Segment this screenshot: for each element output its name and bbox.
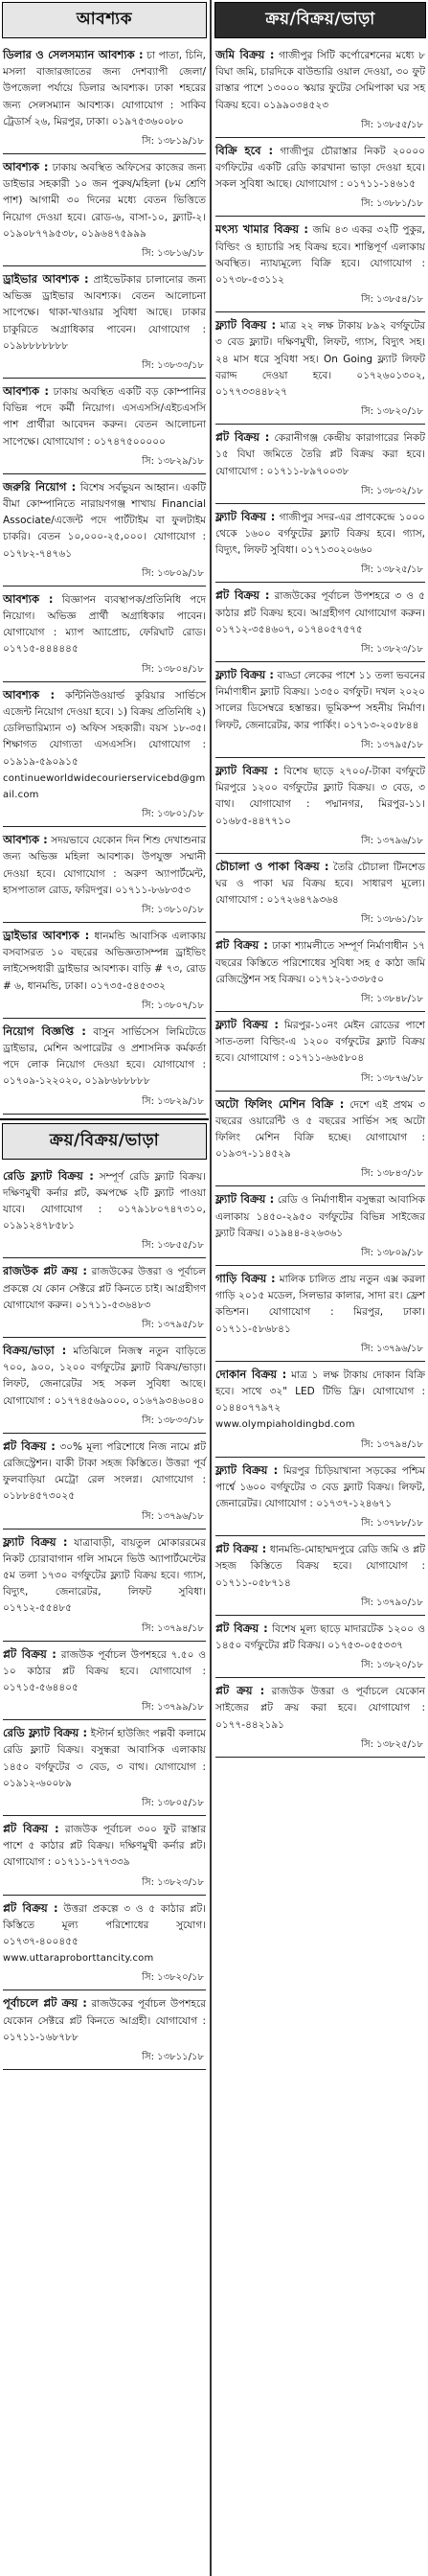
ad-reference-code: সি: ১৩৮৩২/১৮ [215, 482, 425, 504]
ad-reference-code: সি: ১৩৮২৫/১৮ [215, 1736, 425, 1758]
classified-ad [3, 1436, 206, 1507]
property-ads-section [213, 44, 428, 1758]
ad-heading: প্লট বিক্রয় : [3, 1822, 59, 1836]
ad-reference-code: সি: ১৩৭৯৬/১৮ [215, 1340, 425, 1362]
ad-body: সদয়ভাবে যেকোন দিন শিশু দেখাশুনার জন্য অভিজ্ঞ মহিলা আবশ্যক। উপযুক্ত সম্মানী দেওয়া হবে। যোগাযোগ : অরুণ অ্যাপার্টমেন্ট, হাসপাতাল রোড, ফরিদপুর। ০১৭১১-৮৬৮৩৫৩ [3, 835, 206, 896]
ad-heading: প্লট বিক্রয় : [215, 1621, 268, 1635]
ad-body: ইস্টার্ন হাউজিং পল্লবী কলামে রেডি ফ্ল্যাট বিক্রয়। বসুন্ধরা আবাসিক এলাকায় ১৪৫০ বর্গফুটের ৩ বেড, ৩ বাথ। যোগাযোগ : ০১৯১২-৬০০৮৯ [3, 1728, 207, 1789]
classified-ad [215, 856, 425, 911]
ad-heading: আবশ্যক : [3, 384, 49, 399]
ad-heading: ফ্ল্যাট বিক্রয় : [3, 1534, 68, 1549]
ad-body: রাজউকের উত্তরা ও পূর্বাচল প্রকল্পে যে কোন সেক্টরে প্লট কিনতে চাই। আগ্রহীগণ যোগাযোগ করুন। ০১৭১১-৫৩৬৪৮৩ [3, 1266, 206, 1311]
ad-reference-code: সি: ১৩৮৫৫/১৮ [3, 1236, 206, 1258]
ad-reference-code: সি: ১৩৭৯৬/১৮ [3, 1507, 206, 1530]
ad-body: তৈরি চৌচালা টিনশেড ঘর ও পাকা ঘর বিক্রয় হবে। সাধারণ মূল্যে। যোগাযোগ : ০১৭২৬৪৭৯৩৬৪ [215, 861, 425, 907]
classified-ad [215, 664, 425, 736]
ad-heading: নিয়োগ বিজ্ঞপ্তি : [3, 1024, 86, 1038]
ad-reference-code: সি: ১৩৮২০/১৮ [3, 1968, 206, 1990]
ad-reference-code: সি: ১৩৭৮৮/১৮ [215, 1514, 425, 1536]
ad-reference-code: সি: ১৩৮৬১/১৮ [215, 910, 425, 932]
ad-heading: আবশ্যক : [3, 833, 48, 847]
ad-heading: প্লট বিক্রয় : [215, 430, 270, 445]
classified-ad [215, 1538, 425, 1594]
classified-ad [3, 476, 206, 564]
ad-reference-code: সি: ১৩৮৫৫/১৮ [215, 116, 425, 138]
ad-heading: দোকান বিক্রয় : [215, 1367, 287, 1381]
ad-heading: প্লট বিক্রয় : [215, 588, 270, 603]
classified-ad [215, 44, 425, 116]
ad-body: বাড্ডা লেকের পাশে ১১ তলা ভবনের নির্মাণাধীন ফ্ল্যাট বিক্রয়। ১৩৫০ বর্গফুট। দখল ২০২০ সালের ডিসেম্বরে হস্তান্তর। ভূমিকম্প সহনীয় নির্মাণ। লিফট, জেনারেটর, কার পার্কিং। ০১৭১৩-২০৫৮৪৪ [215, 670, 425, 731]
classified-ad [215, 1618, 425, 1656]
ad-body: কন্টিনিউওয়ার্ল্ড কুরিয়ার সার্ভিসে এজেন্ট নিয়োগ দেওয়া হবে। ১) বিক্রয় প্রতিনিধি ২) ডেলিভারিম্যান ৩) অফিস সহকারী। বয়স ১৮-৩৫। শিক্ষাগত যোগ্যতা এসএসসি। যোগাযোগ : ০১৯১৯-৫৯০৯১৫ [3, 689, 207, 768]
ad-body: রাজউকের পূর্বাচল উপশহরে ৩ ও ৫ কাঠার প্লট বিক্রয় হবে। আগ্রহীগণ যোগাযোগ করুন। ০১৭১২-৩৫৪৬০৭, ০১৭৪০৫৭৫৭৫ [215, 590, 425, 635]
ad-body: রেডি ও নির্মাণাধীন বসুন্ধরা আবাসিক এলাকায় ১৪৫০-২৯৫০ বর্গফুটের বিভিন্ন সাইজের ফ্ল্যাট বিক্রয়। ০১৯৪৪-৪২৬৩৬১ [215, 1194, 425, 1239]
ad-body: মিরপুর-১০নং মেইন রোডের পাশে সাত-তলা বিল্ডিং-এ ১২০০ বর্গফুটের ফ্ল্যাট বিক্রয় হবে। যোগাযোগ : ০১৭১১-৬৬৫৮০৪ [215, 1019, 426, 1065]
ad-body: বিশেষ ছাড়ে ২৭০০/-টাকা বর্গফুটে মিরপুরে ১২০০ বর্গফুটের ফ্ল্যাট বিক্রয়। ৩ বেড, ৩ বাথ। যোগাযোগ : পদ্মানগর, মিরপুর-১১। ০১৬৮৫-৪৪৭৭১০ [215, 765, 425, 827]
classified-ad [215, 314, 425, 402]
ad-heading: ফ্ল্যাট বিক্রয় : [215, 509, 276, 523]
ad-body: দেশে এই প্রথম ৩ বছরের ওয়ারেন্টি ও ৫ বছরের সার্ভিস সহ অটো ফিলিং মেশিন বিক্রি হচ্ছে। যোগাযোগ : ০১৯৩৭-১১৪৫২৯ [215, 1098, 425, 1161]
classified-ad [215, 585, 425, 640]
classified-ad [215, 1364, 425, 1436]
ad-heading: গাড়ি বিক্রয় : [215, 1271, 276, 1285]
category-header-buy-sell-rent-right: ক্রয়/বিক্রয়/ভাড়া [214, 2, 426, 38]
classified-ad [215, 1268, 425, 1340]
ad-body: ৩০% মূল্য পরিশোধে নিজ নামে প্লট রেজিস্ট্রেশন। বাকী টাকা সহজ কিস্তিতে। উত্তরা পূর্ব ফুলবাড়িয়া মেট্রো রেল সংলগ্ন। যোগাযোগ : ০১৮৮৪৫৭৩০২৫ [3, 1440, 206, 1503]
section-divider [0, 1118, 209, 1120]
ad-heading: জমি বিক্রয় : [215, 48, 275, 61]
category-header-wanted: আবশ্যক [2, 2, 207, 38]
ad-heading: ড্রাইভার আবশ্যক : [3, 928, 90, 942]
classified-ad [3, 1021, 206, 1092]
ad-body: যাত্রাবাড়ী, বায়তুল মোকাররমের নিকট চোরাবাগান গলি সামনে ভিউ অ্যাপার্টমেন্টের ৫ম তলা ১৭৩০ বর্গফুটের ফ্ল্যাট বিক্রয় হবে। গ্যাস, বিদ্যুৎ, জেনারেটর, লিফট সুবিধা। ০১৭১২-৫৫৪৮৫ [3, 1536, 207, 1615]
ad-heading: ফ্ল্যাট বিক্রয় : [215, 1192, 275, 1207]
classified-ad [215, 760, 425, 832]
right-column [213, 0, 428, 2576]
ad-reference-code: সি: ১৩৮২০/১৮ [215, 402, 425, 425]
ad-heading: ফ্ল্যাট বিক্রয় : [215, 668, 275, 682]
ad-body: ঢাকায় অবস্থিত একটি বড় কোম্পানির বিভিন্ন পদে কর্মী নিয়োগ। এসএসসি/এইচএসসি পাশ প্রার্থীরা আবেদন করুন। বেতন আলোচনা সাপেক্ষে। যোগাযোগ : ০১৭৪৭৫০০০০০ [3, 386, 206, 448]
ad-body: চা পাতা, চিনি, মসলা বাজারজাতের জন্য দেশব্যাপী জেলা/উপজেলা পর্যায়ে ডিলার আবশ্যক। ঢাকা শহরের জন্য সেলসম্যান আবশ্যক। যোগাযোগ : সাকিব ট্রেডার্স ২৬, মিরপুর, ঢাকা। ০১৯৭৫৩৬০০৮০ [3, 50, 206, 127]
ad-body: মালিক চালিত প্রায় নতুন এক্স করলা গাড়ি ২০১৫ মডেল, সিলভার কালার, সাদা রং। ফ্রেশ কন্ডিশন। যোগাযোগ : মিরপুর, ঢাকা। ০১৭১১-৫৮৬৮৪১ [215, 1273, 426, 1335]
ad-reference-code: সি: ১৩৮২৯/১৮ [3, 452, 206, 474]
ad-heading: আবশ্যক : [3, 687, 56, 702]
ad-reference-code: সি: ১৩৮৭৬/১৮ [215, 1070, 425, 1092]
ad-url-link[interactable]: www.olympiaholdingbd.com [215, 1419, 355, 1431]
ad-heading: ড্রাইভার আবশ্যক : [3, 272, 89, 287]
ad-reference-code: সি: ১৩৮২৯/১৮ [3, 1092, 206, 1115]
ad-heading: রেডি ফ্ল্যাট বিক্রয় : [3, 1168, 94, 1183]
ad-reference-code: সি: ১৩৭৯৫/১৮ [215, 736, 425, 758]
buy-sell-ads-section [0, 1165, 209, 2071]
classified-ad [3, 1992, 206, 2048]
ad-reference-code: সি: ১৩৮০৪/১৮ [3, 660, 206, 682]
ad-heading: বিক্রি হবে : [215, 143, 274, 157]
ad-heading: রেডি ফ্ল্যাট বিক্রয় : [3, 1726, 88, 1740]
ad-heading: প্লট বিক্রয় : [3, 1438, 56, 1453]
ad-reference-code: সি: ১৩৮০৯/১৮ [215, 1244, 425, 1266]
ad-body: ধানমন্ডি-মোহাম্মদপুরে রেডি জমি ও প্লট সহজ কিস্তিতে বিক্রয় হবে। যোগাযোগ : ০১৭১১-০৫৮৭১৪ [215, 1544, 425, 1589]
ad-reference-code: সি: ১৩৭৯০/১৮ [215, 1594, 425, 1616]
ad-body: কেরানীগঞ্জ কেন্দ্রীয় কারাগারের নিকট ১৫ বিঘা জমিতে তৈরি প্লট বিক্রয় করা হবে। যোগাযোগ : ০১৭১১-৮৯৭০০৩৮ [215, 432, 425, 477]
ad-heading: ফ্ল্যাট বিক্রয় : [215, 1017, 280, 1031]
classified-ad [3, 44, 206, 132]
ad-reference-code: সি: ১৩৭৯৯/১৮ [3, 1698, 206, 1720]
ad-body: বিজ্ঞাপন ব্যবস্থাপক/প্রতিনিধি পদে নিয়োগ। অভিজ্ঞ প্রার্থী অগ্রাধিকার পাবেন। যোগাযোগ : ম্যাপ অ্যাপ্রোচ, ফেরিঘাট রোড। ০১৭১৫-৪৪৪৪৪৫ [3, 593, 206, 656]
classified-ad [3, 684, 206, 805]
classified-ad [215, 506, 425, 562]
classified-ad [3, 925, 206, 997]
ad-url-link[interactable]: continueworldwidecourierservicebd@gmail.com [3, 772, 206, 800]
classified-ad [215, 1460, 425, 1515]
ad-body: জমি ৪৩ একর ৩২টি পুকুর, বিল্ডিং ও হ্যাচারি সহ বিক্রয় হবে। শান্তিপূর্ণ এলাকায় অবস্থিত। ন্যায্যমূল্যে বিক্রি হবে। যোগাযোগ : ০১৭৩৮-৫৩১১২ [215, 224, 425, 287]
ad-reference-code: সি: ১৩৭৯৬/১৮ [215, 832, 425, 854]
classified-ad [3, 156, 206, 244]
classified-ad [215, 1093, 425, 1165]
ad-reference-code: সি: ১৩৮৪৮/১৮ [215, 990, 425, 1012]
ad-body: বাসুন সার্ভিসেস লিমিটেডে ড্রাইভার, মেশিন অপারেটর ও প্রশাসনিক কর্মকর্তা পদে লোক নিয়োগ দেওয়া হবে। যোগাযোগ : ০১৭০৯-১২২০২০, ০১৯৮৬৮৮৮৮৮ [3, 1025, 207, 1088]
ad-heading: জরুরি নিয়োগ : [3, 479, 77, 494]
ad-body: ঢাকায় অবস্থিত অফিসের কাজের জন্য ডাইভার সহকারী ১০ জন পুরুষ/মহিলা (৮ম শ্রেণি পাশ) আগামী ৩০ দিনের মধ্যে বেতন ভিত্তিতে নিয়োগ দেওয়া হবে। রোড-৬, বাসা-১০, ফ্ল্যাট-২। ০১৯০৮৭৭৯৫৩৮, ০১৯৬৪৭৫৯৯৯ [3, 162, 206, 240]
ad-reference-code: সি: ১৩৮৫৪/১৮ [215, 290, 425, 312]
ad-heading: প্লট বিক্রয় : [3, 1646, 56, 1661]
ad-reference-code: সি: ১৩৮০১/১৮ [3, 805, 206, 827]
ad-heading: প্লট বিক্রয় : [215, 1542, 267, 1556]
ad-reference-code: সি: ১৩৮০৯/১৮ [3, 564, 206, 586]
classified-ad [215, 426, 425, 482]
classified-ad [3, 1818, 206, 1874]
ad-reference-code: সি: ১৩৭৯৪/১৮ [215, 1436, 425, 1458]
ad-reference-code: সি: ১৩৮৮১/১৮ [215, 195, 425, 217]
ad-heading: আবশ্যক : [3, 591, 54, 606]
ad-heading: মৎস্য খামার বিক্রয় : [215, 222, 308, 237]
ad-body: রাজউকের পূর্বাচল উপশহরে যেকোন সেক্টরে প্লট কিনতে আগ্রহী। যোগাযোগ : ০১৭১১-১৬৮৭৮৮ [3, 1998, 207, 2043]
ad-body: মাত্র ২২ লক্ষ টাকায় ৮৯২ বর্গফুটের ৩ বেড ফ্ল্যাট। দক্ষিণমুখী, লিফট, গ্যাস, বিদ্যুৎ সহ। ২৪ মাস ধরে সুবিধা সহ। On Going ফ্ল্যাট লিফট বরাদ্দ দেওয়া হবে। ০১৭২৬০১৩০২, ০১৭৭৩৩৪৪৮২৭ [215, 320, 425, 399]
ad-heading: ফ্ল্যাট বিক্রয় : [215, 763, 279, 777]
ad-body: রাজউক উত্তরা ও পূর্বাচলে যেকোন সাইজের প্লট ক্রয় করা হবে। যোগাযোগ : ০১৭৭-৪৪২১৯১ [215, 1686, 425, 1731]
ad-heading: প্লট ক্রয় : [215, 1684, 265, 1698]
ad-body: বিশেষ মূল্য ছাড়ে মাদারটেক ১২০০ ও ১৪৫০ বর্গফুটের প্লট বিক্রয়। ০১৭৫৩-০৫৫৩৩৭ [215, 1622, 425, 1651]
classified-ad [215, 1188, 425, 1244]
ad-reference-code: সি: ১৩৮০৭/১৮ [3, 997, 206, 1019]
ad-reference-code: সি: ১৩৮১১/১৮ [3, 2048, 206, 2070]
ad-body: রাজউক পূর্বাচল উপশহরে ৭.৫০ ও ১০ কাঠার প্লট বিক্রয় হবে। যোগাযোগ : ০১৭১৫-৫৬৪৪০৫ [3, 1648, 206, 1694]
classified-ad [215, 1014, 425, 1070]
ad-heading: চৌচালা ও পাকা বিক্রয় : [215, 859, 329, 873]
ad-reference-code: সি: ১৩৮২৩/১৮ [3, 1874, 206, 1896]
classified-ad [3, 268, 206, 356]
ad-heading: অটো ফিলিং মেশিন বিক্রি : [215, 1096, 345, 1111]
ad-body: ঢাকা শ্যামলীতে সম্পূর্ণ নির্মাণাধীন ১৭ বছরের কিস্তিতে পরিশোধের সুবিধা সহ ৫ কাঠা জমি রেজিস্ট্রেশন সহ বিক্রয়। ০১৭১২-১৩৩৮৫০ [215, 940, 426, 985]
classified-ad [3, 1531, 206, 1620]
ad-reference-code: সি: ১৩৮০৫/১৮ [3, 1794, 206, 1816]
ad-reference-code: সি: ১৩৮১৬/১৮ [3, 244, 206, 266]
classified-ad [215, 140, 425, 196]
classified-ad [3, 1165, 206, 1237]
ad-reference-code: সি: ১৩৮২৩/১৮ [215, 640, 425, 662]
ad-heading: প্লট বিক্রয় : [215, 938, 268, 953]
ad-heading: ফ্ল্যাট বিক্রয় : [215, 1462, 279, 1477]
classified-ad [3, 829, 206, 901]
left-column [0, 0, 209, 2576]
ad-reference-code: সি: ১৩৭৯৫/১৮ [3, 1316, 206, 1338]
ad-heading: রাজউক প্লট ক্রয় : [3, 1264, 87, 1278]
classified-ad [3, 1260, 206, 1316]
classified-ad [215, 934, 425, 990]
ad-reference-code: সি: ১৩৮৩৩/১৮ [3, 356, 206, 379]
ad-reference-code: সি: ১৩৭৯৪/১৮ [3, 1620, 206, 1642]
classified-ad [215, 1680, 425, 1736]
ad-body: গাজীপুর সদর-এর প্রাণকেন্দ্রে ১০০০ থেকে ১৬০০ বর্গফুটের ফ্ল্যাট বিক্রয় হবে। গ্যাস, বিদ্যুৎ, লিফট সুবিধা। ০১৭১৩০২০৬৬০ [215, 511, 425, 557]
classified-ad [3, 588, 206, 660]
ad-reference-code: সি: ১৩৮৩৩/১৮ [3, 1412, 206, 1434]
classified-ad [3, 1644, 206, 1699]
ad-body: রাজউক পূর্বাচল ৩০০ ফুট রাস্তার পাশে ৫ কাঠার প্লট বিক্রয়। দক্ষিণমুখী কর্নার প্লট। যোগাযোগ : ০১৭১১-১৭৭৩৩৯ [3, 1824, 207, 1869]
ad-body: বিশেষ সর্বভুয়ন আহ্বান। একটি বীমা কোম্পানিতে নারায়ণগঞ্জ শাখায় Financial Associate/এজেন্ট পদে পার্টটাইম বা ফুলটাইম চাকরি। বেতন ১০,০০০-২৫,০০০। যোগাযোগ : ০১৭৮২-৭৪৭৬১ [3, 481, 206, 560]
ad-heading: বিক্রয়/ভাড়া : [3, 1343, 67, 1357]
category-header-buy-sell-rent: ক্রয়/বিক্রয়/ভাড়া [2, 1123, 207, 1160]
ad-reference-code: সি: ১৩৮২৫/১৮ [215, 561, 425, 583]
classified-ad [3, 1340, 206, 1412]
ad-body: ধানমন্ডি আবাসিক এলাকায় বসবাসরত ১০ বছরের অভিজ্ঞতাসম্পন্ন ড্রাইভিং লাইসেন্সধারী ড্রাইভার আবশ্যক। বাড়ি # ৭৩, রোড # ৬, ধানমন্ডি, ঢাকা। ০১৭৩৫-৫৪৫৩৩২ [3, 930, 206, 992]
ad-heading: ফ্ল্যাট বিক্রয় : [215, 318, 277, 333]
ad-url-link[interactable]: www.uttaraproborttancity.com [3, 1953, 154, 1965]
ad-body: মতিঝিলে নিজস্ব নতুন বাড়িতে ৭০০, ৯০০, ১২০০ বর্গফুটের ফ্ল্যাট বিক্রয়/ভাড়া। লিফট, জেনারেটর সহ সকল সুবিধা আছে। যোগাযোগ : ০১৭৭৪৫৬৯০০০, ০১৬৭৯৩৪৬০৪০ [3, 1345, 206, 1407]
classified-ad [3, 380, 206, 452]
ad-reference-code: সি: ১৩৮৪৩/১৮ [215, 1164, 425, 1186]
ad-body: গাজীপুর সিটি কর্পোরেশনের মধ্যে ৮ বিঘা জমি, চারদিকে বাউন্ডারি ওয়াল দেওয়া, ৩০ ফুট রাস্তার পাশে ১৩০০০ স্কয়ার ফুটের সেমিপাকা ঘর সহ বিক্রয় হবে। ০১৯৯০৩৪৫২৩ [215, 50, 425, 111]
ad-body: সম্পূর্ণ রেডি ফ্ল্যাট বিক্রয়। দক্ষিণমুখী কর্নার প্লট, কমপক্ষে ২টি ফ্ল্যাট পাওয়া যাবে। যোগাযোগ : ০১৭৯১৮০৭৪৭৩১০, ০১৯১২৪৭৮৫৮১ [3, 1170, 207, 1232]
ad-body: গাজীপুর চৌরাস্তার নিকট ২০০০০ বর্গফিটের একটি রেডি কারখানা ভাড়া দেওয়া হবে। সকল সুবিধা আছে। যোগাযোগ : ০১৭১১-১৪৬১৫ [215, 145, 425, 191]
classified-ad [3, 1898, 206, 1969]
ad-body: উত্তরা প্রকল্পে ৩ ও ৫ কাঠার প্লট। কিস্তিতে মূল্য পরিশোধের সুযোগ। ০১৭৩৭-৪০০৪৫৫ [3, 1902, 206, 1948]
ad-heading: প্লট বিক্রয় : [3, 1900, 58, 1915]
ad-reference-code: সি: ১৩৮১০/১৮ [3, 901, 206, 923]
column-divider [210, 0, 212, 2576]
ad-heading: আবশ্যক : [3, 160, 49, 174]
ad-reference-code: সি: ১৩৮১৯/১৮ [3, 132, 206, 154]
classified-ad [3, 1722, 206, 1794]
ad-body: মাত্র ১ লক্ষ টাকায় দোকান বিক্রি হবে। সাথে ৩২" LED টিভি ফ্রি। যোগাযোগ : ০১৪৪০৭৭৯৭২ [215, 1368, 425, 1414]
ad-heading: ডিলার ও সেলসম্যান আবশ্যক : [3, 48, 144, 61]
ad-body: প্রাইভেটকার চালানোর জন্য অভিজ্ঞ ড্রাইভার আবশ্যক। বেতন আলোচনা সাপেক্ষে। থাকা-খাওয়ার সুবিধা আছে। ঢাকার চাকুরিতে অগ্রাধিকার পাবেন। যোগাযোগ : ০১৯৮৮৮৮৮৮৮ [3, 274, 206, 352]
wanted-ads-section [0, 44, 209, 1115]
ad-reference-code: সি: ১৩৮২০/১৮ [215, 1656, 425, 1678]
classified-ad [215, 218, 425, 290]
ad-body: মিরপুর চিড়িয়াখানা সড়কের পশ্চিম পার্শ্বে ১৬০০ বর্গফুটের ৩ বেড ফ্ল্যাট বিক্রয়। লিফট, জেনারেটর। যোগাযোগ : ০১৭৩৭-১২৪৬৭১ [215, 1464, 425, 1509]
ad-heading: পূর্বাচলে প্লট ক্রয় : [3, 1996, 87, 2011]
